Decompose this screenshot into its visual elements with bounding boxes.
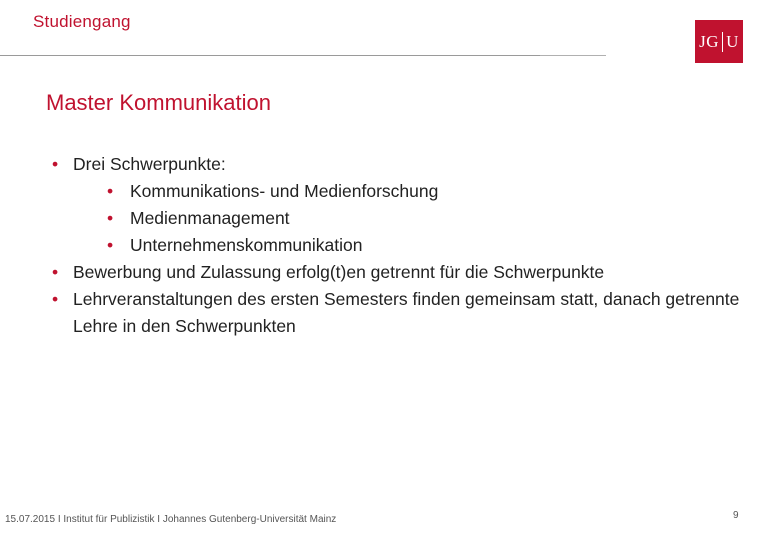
bullet-text: Lehrveranstaltungen des ersten Semesters finden gemeinsam statt, danach getrennte Lehre in den Schwerpunkten <box>73 289 740 336</box>
sub-bullet-list <box>73 178 742 259</box>
bullet-item <box>52 286 742 340</box>
sub-bullet-item <box>107 232 742 259</box>
bullet-text: Drei Schwerpunkte: <box>73 154 226 174</box>
slide-title: Master Kommunikation <box>46 90 271 115</box>
bullet-marker: • <box>52 262 59 282</box>
header-divider <box>0 55 540 56</box>
bullet-item <box>52 259 742 286</box>
bullet-item <box>52 151 742 259</box>
logo-text-right: U <box>726 31 739 51</box>
slide-content <box>52 151 742 340</box>
header-divider-extension <box>540 55 606 56</box>
sub-bullet-text: Medienmanagement <box>130 208 290 228</box>
logo-text-left: JG <box>699 31 720 51</box>
university-logo <box>695 20 743 63</box>
bullet-marker: • <box>52 289 59 309</box>
bullet-marker: • <box>107 235 114 255</box>
logo-separator <box>722 32 723 52</box>
bullet-marker: • <box>52 154 59 174</box>
section-label: Studiengang <box>33 12 131 31</box>
bullet-marker: • <box>107 208 114 228</box>
bullet-list <box>52 151 742 340</box>
sub-bullet-item <box>107 205 742 232</box>
sub-bullet-text: Kommunikations- und Medienforschung <box>130 181 439 201</box>
bullet-text: Bewerbung und Zulassung erfolg(t)en getrennt für die Schwerpunkte <box>73 262 605 282</box>
sub-bullet-text: Unternehmenskommunikation <box>130 235 363 255</box>
bullet-marker: • <box>107 181 114 201</box>
footer-info: 15.07.2015 I Institut für Publizistik I Johannes Gutenberg-Universität Mainz <box>5 514 337 525</box>
sub-bullet-item <box>107 178 742 205</box>
page-number: 9 <box>733 510 739 521</box>
